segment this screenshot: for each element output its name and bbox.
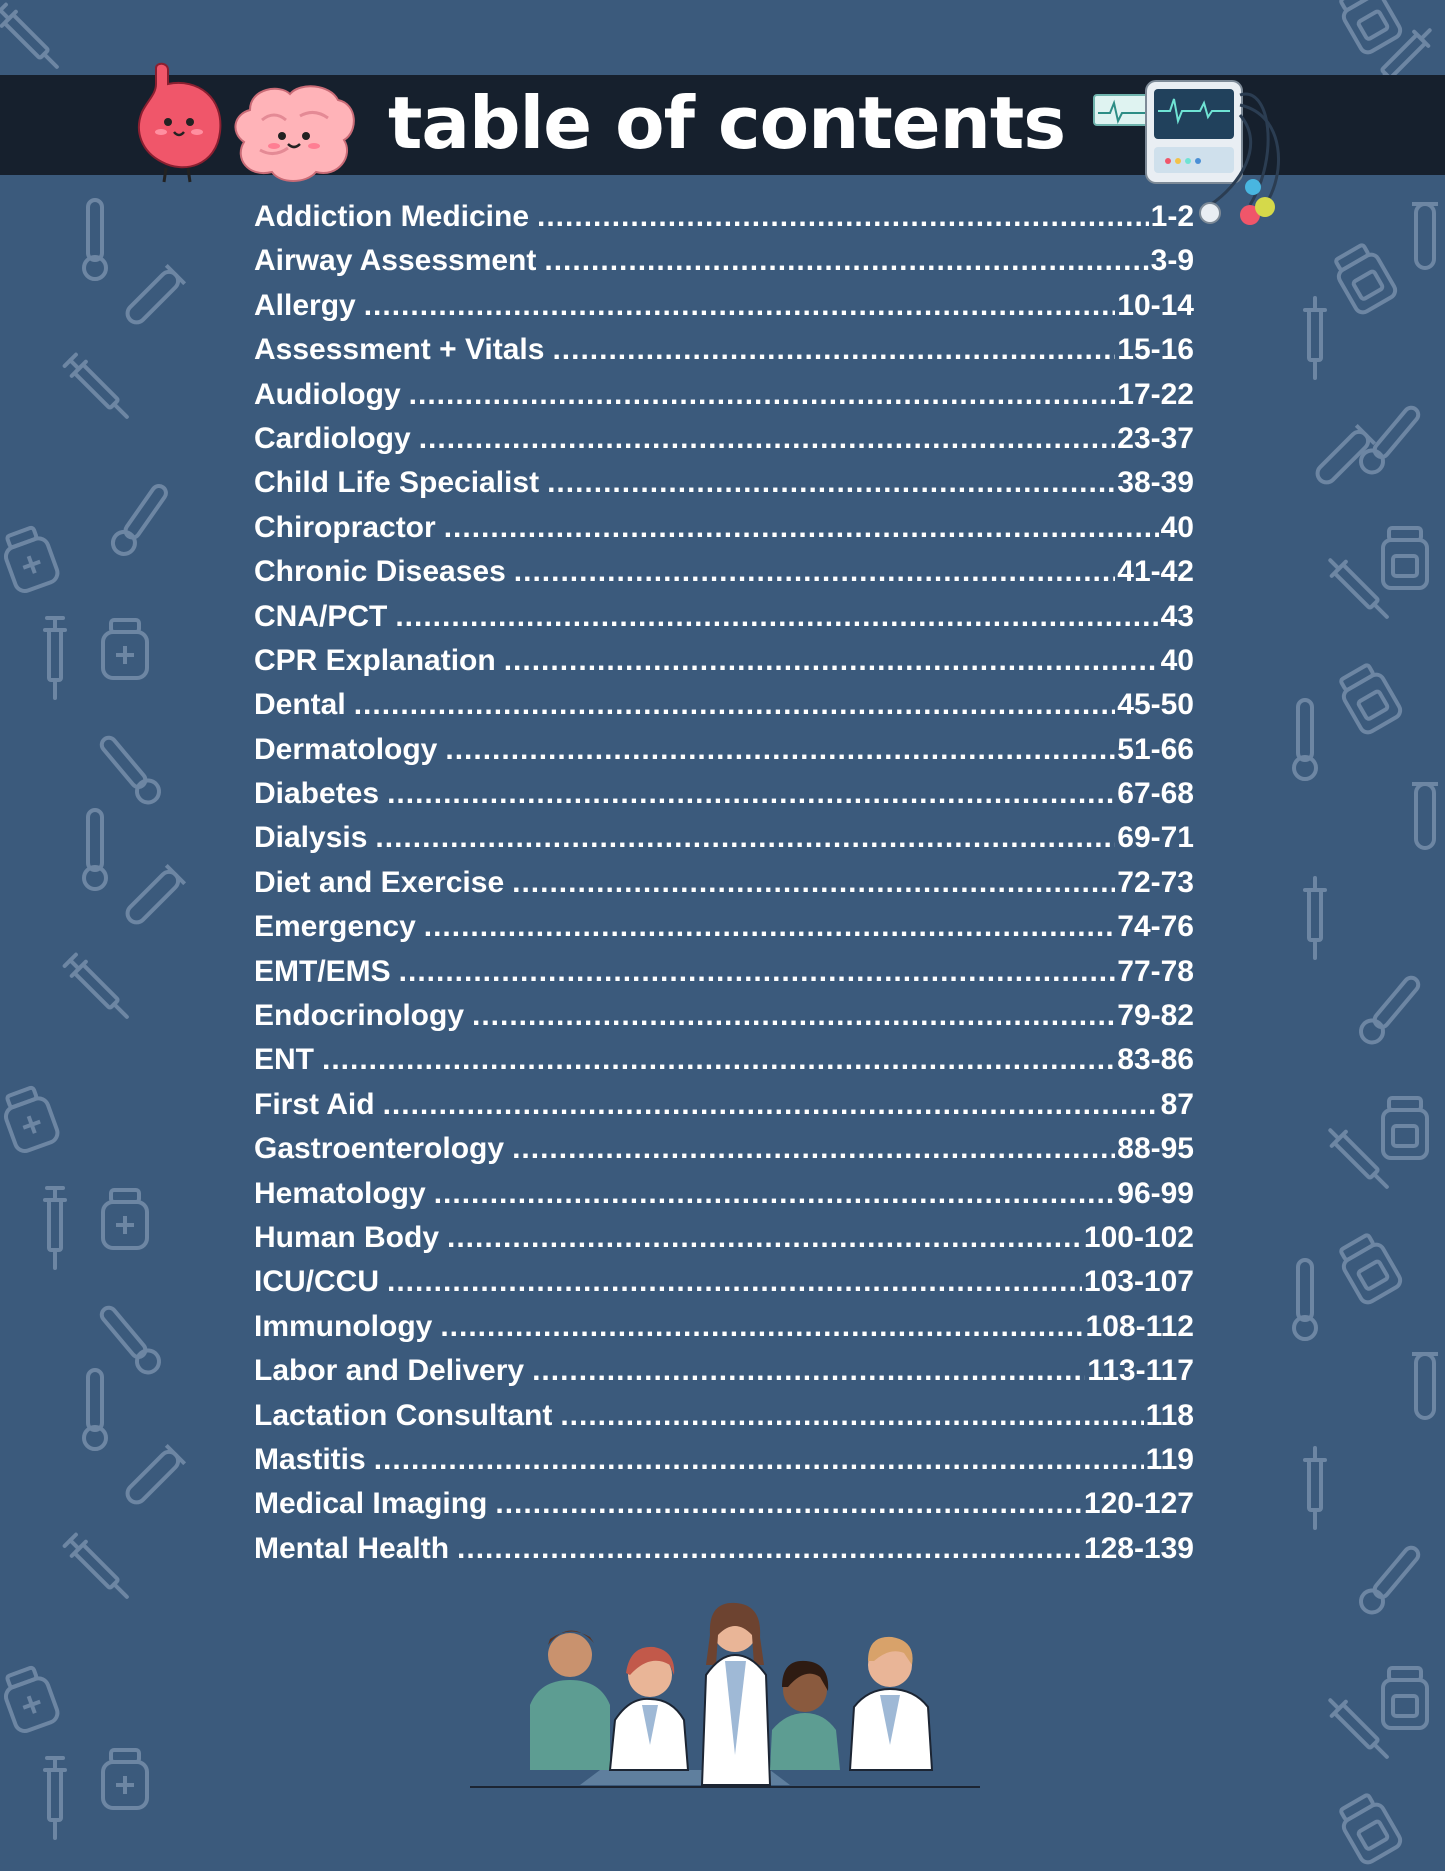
- toc-dot-leader: [387, 777, 1115, 811]
- toc-entry-pages: 67-68: [1117, 777, 1194, 811]
- toc-dot-leader: [395, 600, 1158, 634]
- toc-entry-title: Medical Imaging: [254, 1487, 488, 1521]
- toc-entry-pages: 87: [1160, 1087, 1194, 1121]
- toc-dot-leader: [512, 866, 1115, 900]
- toc-dot-leader: [354, 688, 1116, 722]
- toc-entry-pages: 40: [1160, 643, 1194, 677]
- toc-dot-leader: [409, 378, 1116, 412]
- toc-dot-leader: [419, 422, 1116, 456]
- intestine-mascot-icon: [230, 80, 360, 185]
- toc-dot-leader: [504, 644, 1159, 678]
- toc-entry-title: Hematology: [254, 1176, 426, 1210]
- table-of-contents-list: [254, 200, 1194, 1576]
- toc-entry-title: Endocrinology: [254, 999, 464, 1033]
- toc-entry[interactable]: [254, 1354, 1194, 1398]
- toc-entry-pages: 3-9: [1150, 244, 1194, 278]
- toc-entry-title: First Aid: [254, 1087, 375, 1121]
- toc-entry[interactable]: [254, 644, 1194, 688]
- toc-entry-pages: 79-82: [1117, 999, 1194, 1033]
- toc-entry[interactable]: [254, 999, 1194, 1043]
- toc-entry[interactable]: [254, 1310, 1194, 1354]
- toc-entry-pages: 113-117: [1087, 1354, 1194, 1388]
- toc-dot-leader: [514, 555, 1115, 589]
- toc-entry-title: Addiction Medicine: [254, 200, 530, 233]
- toc-entry-pages: 119: [1145, 1442, 1194, 1476]
- toc-entry-title: Dialysis: [254, 821, 368, 855]
- toc-entry[interactable]: [254, 1221, 1194, 1265]
- toc-entry-title: Cardiology: [254, 421, 411, 455]
- toc-entry-title: Diabetes: [254, 777, 380, 811]
- toc-dot-leader: [537, 200, 1149, 234]
- toc-entry[interactable]: [254, 1443, 1194, 1487]
- toc-entry[interactable]: [254, 688, 1194, 732]
- toc-entry-pages: 118: [1145, 1398, 1194, 1432]
- toc-dot-leader: [374, 1443, 1144, 1477]
- stomach-mascot-icon: [128, 62, 228, 187]
- toc-entry-title: Lactation Consultant: [254, 1398, 553, 1432]
- right-medical-pattern: [1250, 0, 1445, 1871]
- toc-entry[interactable]: [254, 1487, 1194, 1531]
- toc-entry[interactable]: [254, 600, 1194, 644]
- toc-entry-title: CPR Explanation: [254, 643, 496, 677]
- toc-entry-pages: 103-107: [1083, 1265, 1194, 1299]
- toc-dot-leader: [440, 1310, 1083, 1344]
- toc-dot-leader: [445, 733, 1115, 767]
- toc-dot-leader: [434, 1177, 1116, 1211]
- toc-entry[interactable]: [254, 289, 1194, 333]
- toc-entry-title: Child Life Specialist: [254, 466, 540, 500]
- toc-entry-title: Allergy: [254, 288, 356, 322]
- toc-dot-leader: [547, 466, 1115, 500]
- toc-entry[interactable]: [254, 866, 1194, 910]
- toc-entry[interactable]: [254, 777, 1194, 821]
- toc-entry-title: Labor and Delivery: [254, 1354, 525, 1388]
- toc-entry-pages: 51-66: [1117, 732, 1194, 766]
- toc-entry[interactable]: [254, 1043, 1194, 1087]
- toc-entry-pages: 23-37: [1117, 421, 1194, 455]
- toc-entry-pages: 43: [1160, 599, 1194, 633]
- toc-entry[interactable]: [254, 1399, 1194, 1443]
- toc-dot-leader: [375, 821, 1115, 855]
- toc-dot-leader: [364, 289, 1116, 323]
- toc-entry-title: Emergency: [254, 910, 416, 944]
- toc-entry-title: Mental Health: [254, 1531, 450, 1565]
- toc-entry[interactable]: [254, 422, 1194, 466]
- toc-dot-leader: [544, 244, 1148, 278]
- toc-entry-title: Chronic Diseases: [254, 555, 506, 589]
- toc-dot-leader: [444, 511, 1159, 545]
- toc-entry[interactable]: [254, 200, 1194, 244]
- page-title: table of contents: [388, 81, 1066, 165]
- toc-entry[interactable]: [254, 733, 1194, 777]
- toc-entry[interactable]: [254, 1132, 1194, 1176]
- toc-dot-leader: [532, 1354, 1085, 1388]
- toc-entry-pages: 15-16: [1117, 333, 1194, 367]
- toc-entry-title: Mastitis: [254, 1442, 366, 1476]
- toc-entry[interactable]: [254, 1088, 1194, 1132]
- toc-dot-leader: [552, 333, 1115, 367]
- toc-entry-title: ENT: [254, 1043, 314, 1077]
- toc-entry-pages: 83-86: [1117, 1043, 1194, 1077]
- toc-entry-pages: 108-112: [1085, 1309, 1194, 1343]
- toc-entry[interactable]: [254, 1265, 1194, 1309]
- left-medical-pattern: [0, 0, 195, 1871]
- toc-entry-title: EMT/EMS: [254, 954, 391, 988]
- toc-entry[interactable]: [254, 1177, 1194, 1221]
- toc-entry-pages: 40: [1160, 510, 1194, 544]
- toc-entry-pages: 74-76: [1117, 910, 1194, 944]
- toc-entry-pages: 45-50: [1117, 688, 1194, 722]
- toc-entry-title: Immunology: [254, 1309, 433, 1343]
- toc-dot-leader: [457, 1532, 1082, 1566]
- medical-pattern-icons: [1250, 0, 1445, 1871]
- toc-dot-leader: [447, 1221, 1082, 1255]
- toc-dot-leader: [472, 999, 1115, 1033]
- toc-entry[interactable]: [254, 466, 1194, 510]
- toc-entry-pages: 88-95: [1117, 1132, 1194, 1166]
- toc-entry-pages: 128-139: [1083, 1531, 1194, 1565]
- toc-entry-title: Diet and Exercise: [254, 865, 505, 899]
- toc-entry-title: Dermatology: [254, 732, 438, 766]
- toc-entry-title: Assessment + Vitals: [254, 333, 545, 367]
- toc-entry-title: Chiropractor: [254, 510, 436, 544]
- toc-entry[interactable]: [254, 333, 1194, 377]
- toc-dot-leader: [322, 1043, 1115, 1077]
- toc-entry-title: CNA/PCT: [254, 599, 388, 633]
- toc-entry-title: Airway Assessment: [254, 244, 537, 278]
- medical-team-illustration: [470, 1595, 980, 1805]
- toc-entry-pages: 17-22: [1117, 377, 1194, 411]
- toc-dot-leader: [560, 1399, 1143, 1433]
- toc-entry-pages: 38-39: [1117, 466, 1194, 500]
- toc-entry-title: Gastroenterology: [254, 1132, 505, 1166]
- toc-dot-leader: [387, 1265, 1082, 1299]
- toc-dot-leader: [383, 1088, 1159, 1122]
- toc-dot-leader: [495, 1487, 1082, 1521]
- toc-entry-pages: 96-99: [1117, 1176, 1194, 1210]
- toc-entry-pages: 72-73: [1117, 865, 1194, 899]
- toc-entry[interactable]: [254, 955, 1194, 999]
- medical-pattern-icons: [0, 0, 195, 1871]
- toc-dot-leader: [424, 910, 1116, 944]
- toc-entry-pages: 69-71: [1117, 821, 1194, 855]
- toc-entry[interactable]: [254, 1532, 1194, 1576]
- toc-entry-pages: 10-14: [1117, 288, 1194, 322]
- toc-entry-pages: 100-102: [1083, 1220, 1194, 1254]
- toc-entry-pages: 1-2: [1150, 200, 1194, 233]
- toc-entry-pages: 77-78: [1117, 954, 1194, 988]
- toc-entry-title: Audiology: [254, 377, 401, 411]
- toc-entry-pages: 120-127: [1083, 1487, 1194, 1521]
- toc-entry[interactable]: [254, 244, 1194, 288]
- toc-entry[interactable]: [254, 821, 1194, 865]
- toc-entry-title: Dental: [254, 688, 346, 722]
- toc-entry-title: ICU/CCU: [254, 1265, 379, 1299]
- toc-entry[interactable]: [254, 910, 1194, 954]
- toc-dot-leader: [512, 1132, 1115, 1166]
- toc-entry[interactable]: [254, 555, 1194, 599]
- toc-dot-leader: [399, 955, 1116, 989]
- toc-entry-title: Human Body: [254, 1220, 440, 1254]
- toc-entry-pages: 41-42: [1117, 555, 1194, 589]
- toc-entry[interactable]: [254, 511, 1194, 555]
- toc-entry[interactable]: [254, 378, 1194, 422]
